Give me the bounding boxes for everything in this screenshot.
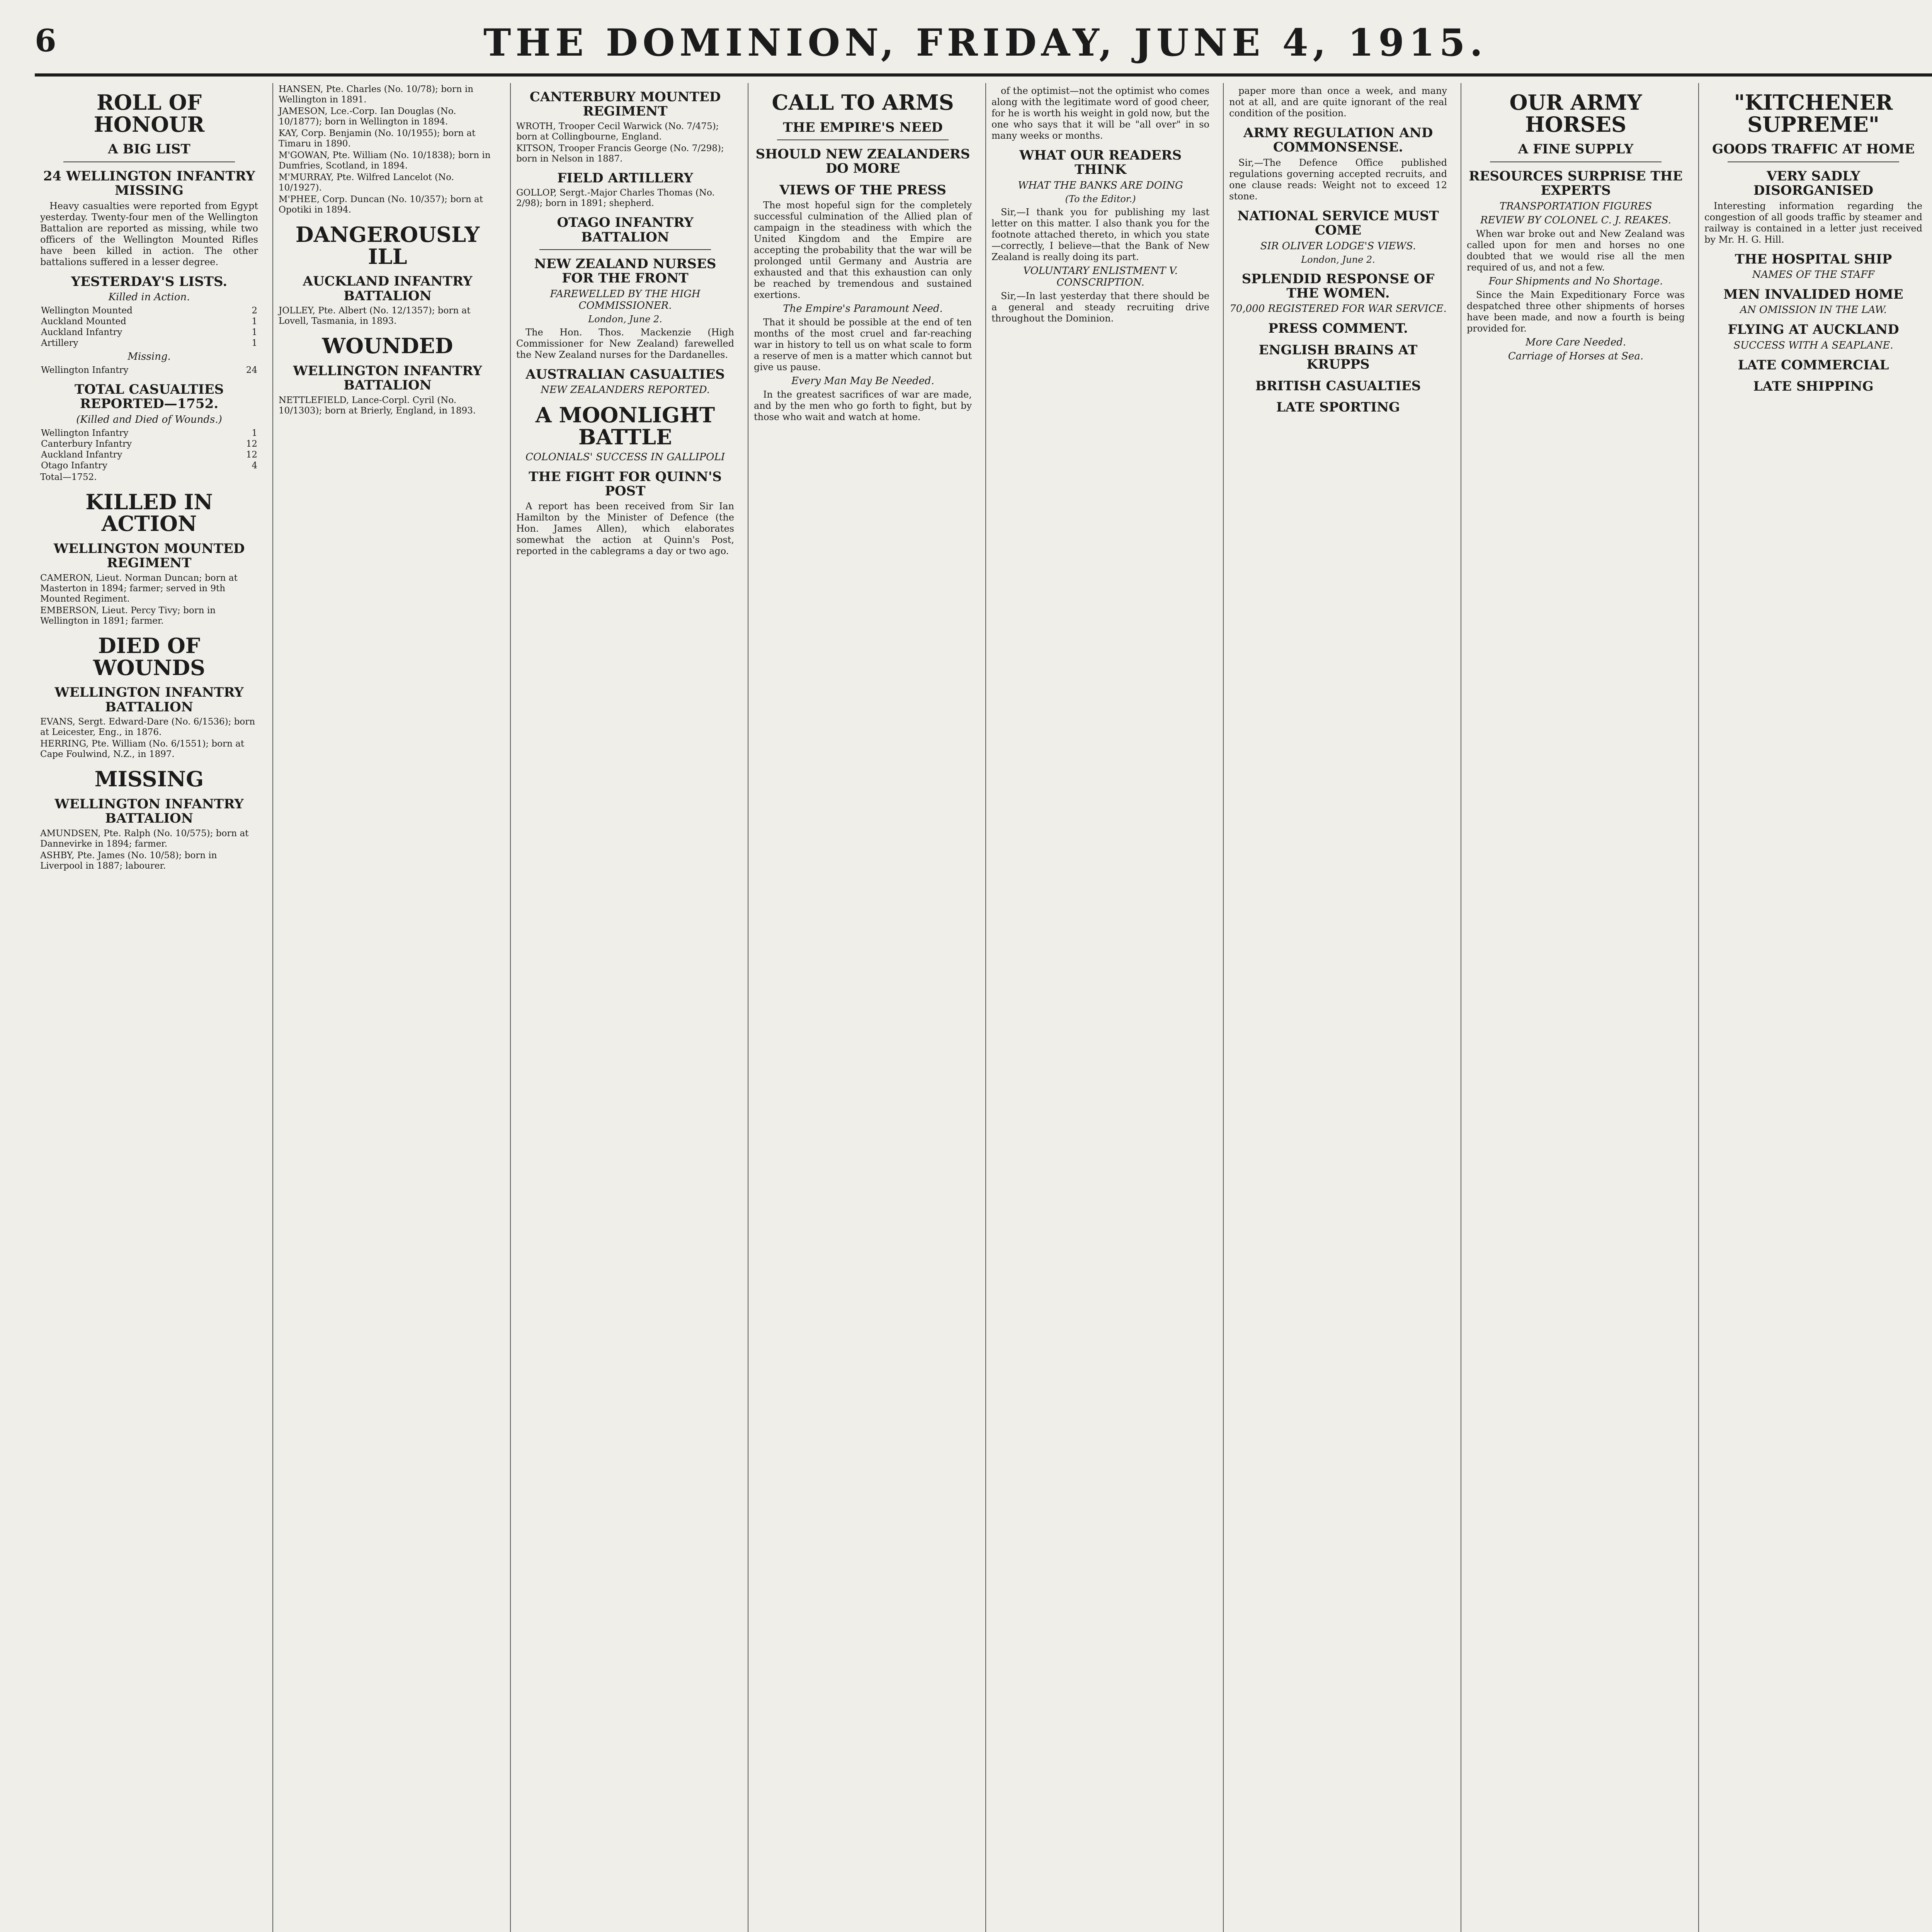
divider — [777, 139, 949, 140]
unit-heading: OTAGO INFANTRY BATTALION — [557, 215, 694, 245]
casualty-entry: GOLLOP, Sergt.-Major Charles Thomas (No. 2/98); born in 1891; shepherd. — [516, 188, 715, 209]
subheading: SHOULD NEW ZEALANDERS DO MORE — [755, 146, 970, 177]
subheading: WHAT THE BANKS ARE DOING — [1018, 179, 1183, 191]
divider — [539, 249, 711, 250]
to-editor: (To the Editor.) — [1065, 193, 1136, 204]
table-row: Otago Infantry 4 — [41, 460, 257, 471]
subheading: VERY SADLY DISORGANISED — [1753, 168, 1874, 199]
table-row: Auckland Infantry 12 — [41, 449, 257, 460]
casualty-entry: EVANS, Sergt. Edward-Dare (No. 6/1536); born at Leicester, Eng., in 1876. — [40, 717, 255, 738]
subheading: ENGLISH BRAINS AT KRUPPS — [1259, 342, 1418, 372]
article-paragraph: The Hon. Thos. Mackenzie (High Commissioner for New Zealand) farewelled the New Zealand nurses for the Dardanelles. — [516, 327, 734, 360]
table-row: Auckland Infantry 1 — [41, 327, 257, 337]
casualty-entry: CAMERON, Lieut. Norman Duncan; born at Masterton in 1894; farmer; served in 9th Mounted Regiment. — [40, 573, 238, 604]
subheading: The Empire's Paramount Need. — [783, 303, 943, 315]
missing-table — [40, 365, 258, 376]
commercial-heading: LATE COMMERCIAL — [1738, 357, 1889, 373]
killed-table — [40, 305, 258, 349]
newspaper-title: THE DOMINION, FRIDAY, JUNE 4, 1915. — [483, 21, 1488, 65]
unit-heading: FIELD ARTILLERY — [557, 170, 693, 186]
dangerously-ill-heading: DANGEROUSLY ILL — [295, 222, 480, 269]
flying-heading: FLYING AT AUCKLAND — [1728, 322, 1899, 338]
subheading: Four Shipments and No Shortage. — [1488, 275, 1663, 287]
subheading: NAMES OF THE STAFF — [1752, 269, 1875, 281]
australian-casualties-heading: AUSTRALIAN CASUALTIES — [526, 366, 725, 382]
nurses-heading: NEW ZEALAND NURSES FOR THE FRONT — [534, 256, 716, 286]
missing-subheading: 24 WELLINGTON INFANTRY MISSING — [43, 168, 255, 199]
casualty-entry: NETTLEFIELD, Lance-Corpl. Cyril (No. 10/1303); born at Brierly, England, in 1893. — [279, 395, 476, 416]
unit-heading: WELLINGTON INFANTRY BATTALION — [54, 685, 244, 715]
table-row: Canterbury Infantry 12 — [41, 439, 257, 449]
casualty-entry: M'MURRAY, Pte. Wilfred Lancelot (No. 10/1927). — [279, 172, 454, 193]
table-row: Auckland Mounted 1 — [41, 316, 257, 327]
table-row: Wellington Infantry 1 — [41, 428, 257, 438]
total-sum: Total—1752. — [40, 472, 97, 482]
subheading: LATE SPORTING — [1276, 399, 1400, 415]
column-8 — [1698, 83, 1928, 1932]
article-paragraph: paper more than once a week, and many not at all, and are quite ignorant of the real condition of the position. — [1229, 85, 1447, 119]
subheading: AN OMISSION IN THE LAW. — [1740, 304, 1887, 316]
subheading: More Care Needed. — [1525, 336, 1626, 348]
subheading: SPLENDID RESPONSE OF THE WOMEN. — [1242, 271, 1435, 301]
table-row: Artillery 1 — [41, 338, 257, 348]
missing-heading: MISSING — [94, 767, 204, 792]
shipping-heading: LATE SHIPPING — [1753, 379, 1874, 395]
unit-heading: WELLINGTON INFANTRY BATTALION — [54, 796, 244, 827]
subheading: THE EMPIRE'S NEED — [783, 119, 943, 135]
subheading: Carriage of Horses at Sea. — [1508, 350, 1644, 362]
subheading: VOLUNTARY ENLISTMENT V. CONSCRIPTION. — [1023, 265, 1178, 288]
roll-of-honour-heading: ROLL OF HONOUR — [94, 90, 205, 137]
unit-heading: CANTERBURY MOUNTED REGIMENT — [529, 89, 721, 119]
dateline: London, June 2. — [588, 313, 662, 325]
column-2 — [272, 83, 502, 1932]
article-paragraph: of the optimist—not the optimist who comes along with the legitimate word of good cheer, for he is worth his weight in gold now, but the one who says that it will be "all over" in so many weeks or months. — [992, 85, 1209, 141]
column-5 — [985, 83, 1215, 1932]
hospital-ship-heading: THE HOSPITAL SHIP — [1735, 251, 1892, 267]
article-paragraph: Sir,—The Defence Office published regulations governing accepted recruits, and one clause reads: Weight not to exceed 12 stone. — [1229, 157, 1447, 202]
nurses-subheading: FAREWELLED BY THE HIGH COMMISSIONER. — [550, 288, 701, 311]
big-list-subheading: A BIG LIST — [108, 141, 190, 157]
kitchener-heading: "KITCHENER SUPREME" — [1734, 90, 1893, 137]
casualty-entry: M'PHEE, Corp. Duncan (No. 10/357); born at Opotiki in 1894. — [279, 194, 483, 215]
subheading: Every Man May Be Needed. — [791, 375, 934, 387]
dateline: London, June 2. — [1301, 254, 1375, 265]
column-4 — [748, 83, 977, 1932]
casualty-entry: M'GOWAN, Pte. William (No. 10/1838); born in Dumfries, Scotland, in 1894. — [279, 150, 491, 171]
subheading: GOODS TRAFFIC AT HOME — [1712, 141, 1915, 157]
casualty-entry: EMBERSON, Lieut. Percy Tivy; born in Wellington in 1891; farmer. — [40, 605, 216, 626]
unit-heading: WELLINGTON INFANTRY BATTALION — [293, 363, 482, 393]
total-table — [40, 428, 258, 471]
subheading: SUCCESS WITH A SEAPLANE. — [1733, 339, 1893, 351]
casualty-entry: ASHBY, Pte. James (No. 10/58); born in Liverpool in 1887; labourer. — [40, 850, 217, 871]
invalided-heading: MEN INVALIDED HOME — [1723, 286, 1903, 302]
casualty-entry: KAY, Corp. Benjamin (No. 10/1955); born at Timaru in 1890. — [279, 128, 476, 149]
total-subtitle: (Killed and Died of Wounds.) — [76, 413, 222, 425]
missing-title: Missing. — [128, 350, 171, 362]
casualty-entry: WROTH, Trooper Cecil Warwick (No. 7/475); born at Collingbourne, England. — [516, 121, 719, 142]
table-row: Wellington Infantry 24 — [41, 365, 257, 375]
call-to-arms-heading: CALL TO ARMS — [772, 90, 954, 115]
column-7 — [1461, 83, 1690, 1932]
subheading: NEW ZEALANDERS REPORTED. — [541, 384, 710, 396]
article-paragraph: Sir,—In last yesterday that there should be a general and steady recruiting drive throughout the Dominion. — [992, 290, 1209, 324]
subheading: ARMY REGULATION AND COMMONSENSE. — [1243, 125, 1433, 155]
masthead — [35, 15, 1932, 77]
subheading: PRESS COMMENT. — [1268, 321, 1408, 337]
article-paragraph: Interesting information regarding the congestion of all goods traffic by steamer and railway is contained in a letter just received by Mr. H. G. Hill. — [1704, 200, 1922, 245]
article-paragraph: Since the Main Expeditionary Force was despatched three other shipments of horses have been made, and now a fourth is being provided for. — [1467, 289, 1685, 334]
killed-title: Killed in Action. — [108, 291, 190, 303]
casualty-entry: JAMESON, Lce.-Corp. Ian Douglas (No. 10/1877); born in Wellington in 1894. — [279, 106, 456, 127]
subheading: RESOURCES SURPRISE THE EXPERTS — [1469, 168, 1683, 199]
subheading: SIR OLIVER LODGE'S VIEWS. — [1260, 240, 1416, 252]
column-3 — [510, 83, 740, 1932]
byline: REVIEW BY COLONEL C. J. REAKES. — [1480, 214, 1671, 226]
died-of-wounds-heading: DIED OF WOUNDS — [93, 633, 205, 680]
lists-title: YESTERDAY'S LISTS. — [71, 274, 228, 289]
subheading: A FINE SUPPLY — [1518, 141, 1634, 157]
article-paragraph: The most hopeful sign for the completely successful culmination of the Allied plan of campaign in the steadiness with which the United Kingdom and the Empire are accepting the probability that the war will be prolonged until Germany and Austria are exhausted and that this exhaustion can only be reached by tremendous and sustained exertions. — [754, 200, 972, 301]
subheading: THE FIGHT FOR QUINN'S POST — [529, 469, 722, 499]
casualty-entry: AMUNDSEN, Pte. Ralph (No. 10/575); born at Dannevirke in 1894; farmer. — [40, 828, 249, 849]
article-paragraph: A report has been received from Sir Ian Hamilton by the Minister of Defence (the Hon. James Allen), which elaborates somewhat the action at Quinn's Post, reported in the cablegrams a day or two ago. — [516, 501, 734, 557]
casualty-entry: KITSON, Trooper Francis George (No. 7/298); born in Nelson in 1887. — [516, 143, 724, 164]
killed-in-action-heading: KILLED IN ACTION — [85, 489, 213, 536]
article-paragraph: Heavy casualties were reported from Egypt yesterday. Twenty-four men of the Wellington Battalion are reported as missing, while two officers of the Wellington Mounted Rifles have been killed in action. The other battalions suffered in a lesser degree. — [40, 200, 258, 267]
article-paragraph: Sir,—I thank you for publishing my last letter on this matter. I also thank you for the footnote attached thereto, in which you state—correctly, I believe—that the Bank of New Zealand is really doing its part. — [992, 206, 1209, 262]
subheading: BRITISH CASUALTIES — [1255, 378, 1421, 394]
national-service-heading: NATIONAL SERVICE MUST COME — [1237, 208, 1439, 238]
column-6 — [1223, 83, 1452, 1932]
total-casualties-title: TOTAL CASUALTIES REPORTED—1752. — [74, 381, 224, 412]
moonlight-battle-heading: A MOONLIGHT BATTLE — [535, 403, 715, 449]
article-paragraph: That it should be possible at the end of ten months of the most cruel and far-reaching war in history to tell us on what scale to form a reserve of men is a matter which cannot but give us pause. — [754, 317, 972, 373]
unit-heading: AUCKLAND INFANTRY BATTALION — [303, 274, 473, 304]
page-number: 6 — [35, 22, 56, 59]
readers-heading: WHAT OUR READERS THINK — [1019, 148, 1182, 178]
column-1 — [35, 83, 264, 1932]
casualty-entry: JOLLEY, Pte. Albert (No. 12/1357); born at Lovell, Tasmania, in 1893. — [279, 306, 471, 327]
table-row: Wellington Mounted 2 — [41, 305, 257, 316]
casualty-entry: HANSEN, Pte. Charles (No. 10/78); born in Wellington in 1891. — [279, 84, 474, 105]
casualty-entry: HERRING, Pte. William (No. 6/1551); born at Cape Foulwind, N.Z., in 1897. — [40, 739, 245, 760]
article-paragraph: When war broke out and New Zealand was called upon for men and horses no one doubted that we would rise all the men required of us, and not a few. — [1467, 228, 1685, 273]
unit-heading: WELLINGTON MOUNTED REGIMENT — [53, 541, 245, 571]
army-horses-heading: OUR ARMY HORSES — [1509, 90, 1642, 137]
wounded-heading: WOUNDED — [322, 333, 453, 359]
subheading: TRANSPORTATION FIGURES — [1499, 200, 1652, 212]
subheading: 70,000 REGISTERED FOR WAR SERVICE. — [1230, 303, 1447, 315]
subheading: COLONIALS' SUCCESS IN GALLIPOLI — [526, 451, 725, 463]
columns — [35, 83, 1932, 1932]
subheading: VIEWS OF THE PRESS — [779, 182, 946, 198]
article-paragraph: In the greatest sacrifices of war are made, and by the men who go forth to fight, but by those who wait and watch at home. — [754, 389, 972, 423]
